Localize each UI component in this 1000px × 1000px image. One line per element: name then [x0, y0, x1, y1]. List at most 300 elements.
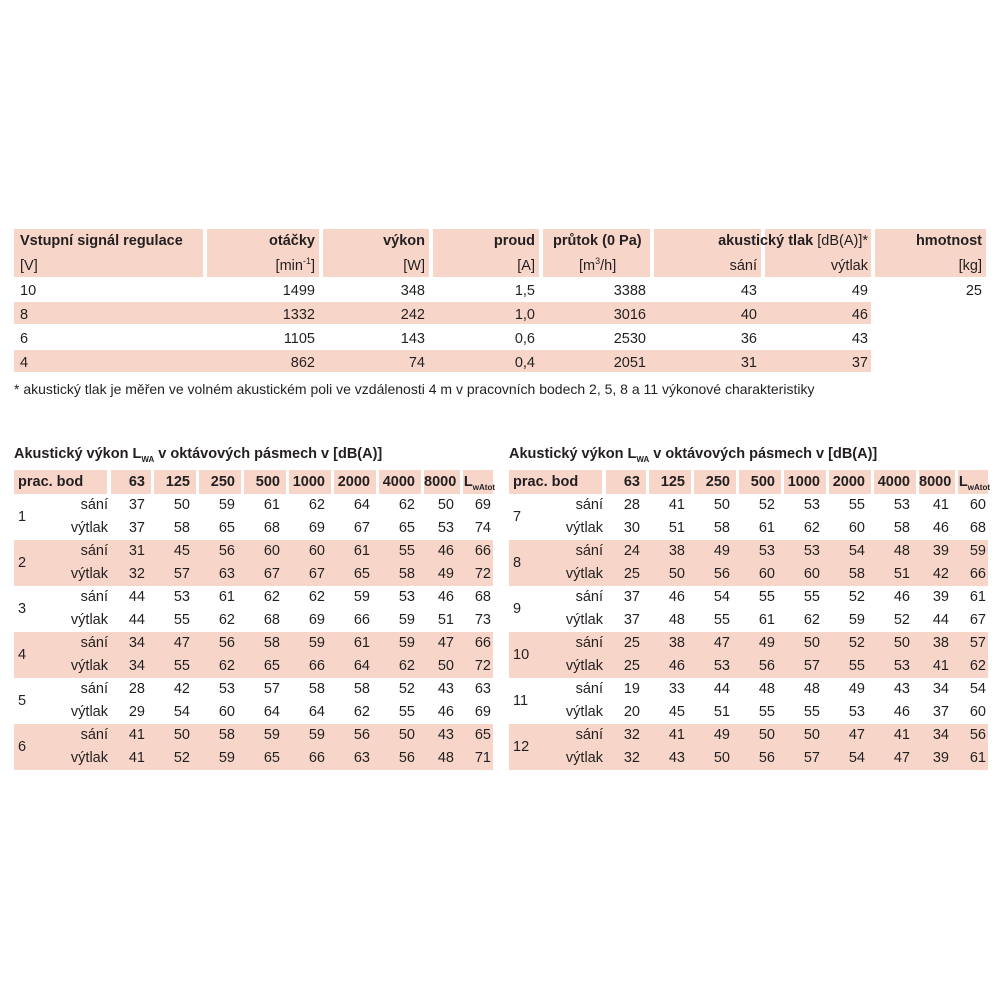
t2-right-discharge-label: výtlak [565, 566, 603, 582]
t2-left-suction-value: 46 [437, 589, 454, 605]
t2-left-discharge-value: 63 [353, 750, 370, 766]
t1-suction-cell: 31 [740, 355, 757, 371]
t2-right-discharge-value: 55 [803, 704, 820, 720]
t2-right-suction-value: 49 [713, 543, 730, 559]
t2-left-discharge-value: 55 [173, 612, 190, 628]
t2-right-discharge-label: výtlak [565, 704, 603, 720]
t2-right-suction-value: 43 [893, 681, 910, 697]
t1-unit-flow-base: [m [579, 258, 596, 274]
t1-unit-power: [W] [403, 258, 425, 274]
t1-unit-discharge: výtlak [830, 258, 868, 274]
t2-right-discharge-value: 46 [893, 704, 910, 720]
t2-right-suction-value: 57 [969, 635, 986, 651]
t2-left-discharge-value: 65 [353, 566, 370, 582]
t2-left-suction-value: 66 [474, 635, 491, 651]
t2-right-discharge-value: 61 [969, 750, 986, 766]
t2-right-header-total-sub: wAtot [967, 482, 990, 492]
t2-right-suction-value: 55 [803, 589, 820, 605]
t2-right-discharge-value: 55 [758, 704, 775, 720]
t2-left-suction-value: 42 [173, 681, 190, 697]
t2-left-suction-label: sání [80, 589, 108, 605]
t2-right-discharge-label: výtlak [565, 750, 603, 766]
t2-right-header-band-250: 250 [705, 474, 730, 490]
t1-unit-rpm-exp: -1 [302, 256, 311, 267]
t2-right-suction-value: 34 [932, 681, 949, 697]
t2-right-header-band-500: 500 [750, 474, 775, 490]
t2-left-suction-value: 59 [398, 635, 415, 651]
t2-left-discharge-value: 54 [173, 704, 190, 720]
t2-left-discharge-value: 69 [308, 612, 325, 628]
t2-right-suction-value: 53 [803, 497, 820, 513]
t2-right-discharge-value: 68 [969, 520, 986, 536]
t2-left-suction-value: 56 [218, 635, 235, 651]
t2-left-header-total-sub: wAtot [472, 482, 495, 492]
t2-right-suction-value: 53 [893, 497, 910, 513]
t2-left-suction-value: 53 [173, 589, 190, 605]
t2-right-header-total-l: L [958, 474, 968, 490]
t2-right-suction-value: 52 [848, 635, 865, 651]
t2-right-suction-value: 49 [848, 681, 865, 697]
t1-header-noise-label: akustický tlak [718, 233, 814, 249]
t2-right-discharge-value: 59 [848, 612, 865, 628]
t2-right-suction-value: 50 [893, 635, 910, 651]
t2-left-discharge-value: 73 [474, 612, 491, 628]
t1-power-cell: 143 [400, 331, 425, 347]
t2-right-suction-value: 38 [668, 635, 685, 651]
t2-left-suction-value: 52 [398, 681, 415, 697]
t1-header-signal: Vstupní signál regulace [20, 233, 183, 249]
t2-left-suction-value: 59 [353, 589, 370, 605]
t2-left-suction-value: 41 [128, 727, 145, 743]
t2-left-point-label: 3 [18, 601, 27, 617]
t2-title-right [509, 444, 877, 464]
t2-left-suction-value: 63 [474, 681, 491, 697]
t1-unit-weight: [kg] [958, 258, 982, 274]
t2-right-discharge-value: 58 [713, 520, 730, 536]
t2-left-discharge-value: 66 [353, 612, 370, 628]
t2-right-suction-value: 59 [969, 543, 986, 559]
t1-power-cell: 74 [408, 355, 425, 371]
t2-right-suction-value: 53 [803, 543, 820, 559]
t2-title-left-post: v oktávových pásmech v [dB(A)] [154, 446, 383, 462]
t2-right-point-label: 7 [513, 509, 522, 525]
t2-left-suction-value: 61 [353, 543, 370, 559]
t2-left-discharge-value: 74 [474, 520, 491, 536]
t2-right-suction-value: 49 [713, 727, 730, 743]
t2-left-discharge-value: 66 [308, 750, 325, 766]
t1-unit-rpm-base: [min [275, 258, 303, 274]
t2-right-suction-value: 38 [932, 635, 949, 651]
t2-right-point-label: 11 [513, 693, 529, 709]
t1-unit-signal: [V] [20, 258, 38, 274]
t2-left-suction-value: 62 [398, 497, 415, 513]
t1-power-cell: 242 [400, 307, 425, 323]
t1-header-weight: hmotnost [915, 233, 982, 249]
t2-left-suction-value: 68 [474, 589, 491, 605]
t2-right-header-band-8000: 8000 [919, 474, 952, 490]
t2-left-suction-value: 69 [474, 497, 491, 513]
t2-right-discharge-value: 52 [893, 612, 910, 628]
t2-right-suction-value: 25 [623, 635, 640, 651]
t2-left-suction-value: 59 [308, 727, 325, 743]
t2-left-suction-value: 59 [308, 635, 325, 651]
t2-right-discharge-value: 45 [668, 704, 685, 720]
t2-left-discharge-value: 65 [218, 520, 235, 536]
t2-left-discharge-value: 55 [398, 704, 415, 720]
t2-left-suction-value: 60 [308, 543, 325, 559]
t2-right-suction-value: 41 [932, 497, 949, 513]
t2-left-point-label: 6 [18, 739, 27, 755]
t1-discharge-cell: 46 [851, 307, 868, 323]
t2-right-discharge-value: 60 [758, 566, 775, 582]
t2-right-suction-value: 52 [848, 589, 865, 605]
t2-left-discharge-value: 62 [353, 704, 370, 720]
t2-right-suction-value: 38 [668, 543, 685, 559]
t2-right-suction-value: 49 [758, 635, 775, 651]
t1-signal-cell: 4 [20, 355, 29, 371]
t2-right-discharge-value: 56 [713, 566, 730, 582]
t2-left-suction-value: 56 [218, 543, 235, 559]
t2-left-discharge-value: 72 [474, 566, 491, 582]
t2-left-suction-value: 56 [353, 727, 370, 743]
t2-right-header-band-125: 125 [660, 474, 685, 490]
t1-current-cell: 1,0 [514, 307, 535, 323]
t2-left-header-band-2000: 2000 [337, 474, 370, 490]
t2-left-suction-value: 50 [398, 727, 415, 743]
t1-unit-suction: sání [729, 258, 757, 274]
t2-left-suction-label: sání [80, 681, 108, 697]
t2-right-discharge-value: 20 [623, 704, 640, 720]
t2-left-discharge-label: výtlak [70, 750, 108, 766]
t2-left-header-band-250: 250 [210, 474, 235, 490]
t2-title-left-sub: WA [141, 454, 155, 464]
t2-left-suction-value: 28 [128, 681, 145, 697]
t2-right-header-band-4000: 4000 [877, 474, 910, 490]
t2-right-discharge-value: 56 [758, 750, 775, 766]
t2-right-discharge-value: 55 [713, 612, 730, 628]
t2-right-suction-value: 46 [893, 589, 910, 605]
t2-right-discharge-value: 30 [623, 520, 640, 536]
t2-left-suction-value: 50 [437, 497, 454, 513]
t2-right-suction-value: 33 [668, 681, 685, 697]
t2-right-discharge-value: 48 [668, 612, 685, 628]
t2-left-discharge-value: 57 [173, 566, 190, 582]
t2-left-discharge-value: 53 [437, 520, 454, 536]
t2-right-discharge-value: 67 [969, 612, 986, 628]
t2-right-suction-value: 53 [758, 543, 775, 559]
t1-flow-cell: 3016 [613, 307, 646, 323]
t2-left-discharge-value: 37 [128, 520, 145, 536]
t1-unit-flow [579, 255, 616, 277]
t2-right-discharge-label: výtlak [565, 612, 603, 628]
t2-left-suction-value: 45 [173, 543, 190, 559]
t2-right-header-band-1000: 1000 [787, 474, 820, 490]
t2-right-suction-label: sání [575, 727, 603, 743]
t2-left-suction-value: 47 [173, 635, 190, 651]
t2-right-suction-value: 19 [623, 681, 640, 697]
t1-header-flow: průtok (0 Pa) [553, 233, 642, 249]
t2-left-header-point: prac. bod [18, 474, 84, 490]
t2-left-suction-value: 58 [353, 681, 370, 697]
t2-left-suction-value: 58 [263, 635, 280, 651]
t2-left-header-band-8000: 8000 [424, 474, 457, 490]
t2-right-discharge-value: 44 [932, 612, 949, 628]
t2-left-discharge-value: 50 [437, 658, 454, 674]
t2-right-point-label: 12 [513, 739, 530, 755]
t2-right-discharge-value: 58 [893, 520, 910, 536]
t1-suction-cell: 43 [740, 283, 757, 299]
t2-left-suction-value: 62 [308, 497, 325, 513]
t2-right-suction-value: 54 [969, 681, 986, 697]
t2-left-suction-value: 47 [437, 635, 454, 651]
t2-right-discharge-value: 62 [969, 658, 986, 674]
t2-left-suction-value: 34 [128, 635, 145, 651]
t2-left-discharge-value: 68 [263, 520, 280, 536]
t2-left-suction-value: 62 [308, 589, 325, 605]
t2-right-discharge-value: 56 [758, 658, 775, 674]
t1-current-cell: 0,4 [514, 355, 535, 371]
t2-left-discharge-value: 52 [173, 750, 190, 766]
t2-right-suction-value: 54 [713, 589, 730, 605]
t1-rpm-cell: 862 [290, 355, 315, 371]
t2-right-suction-value: 41 [668, 497, 685, 513]
t2-left-discharge-label: výtlak [70, 612, 108, 628]
t2-right-suction-value: 54 [848, 543, 865, 559]
t2-right-suction-value: 41 [893, 727, 910, 743]
t2-right-discharge-value: 57 [803, 658, 820, 674]
t1-suction-cell: 40 [740, 307, 757, 323]
t1-current-cell: 1,5 [514, 283, 535, 299]
t2-left-suction-value: 43 [437, 727, 454, 743]
t2-right-point-label: 9 [513, 601, 522, 617]
t2-right-discharge-value: 25 [623, 566, 640, 582]
t2-left-discharge-value: 67 [263, 566, 280, 582]
t2-left-suction-value: 50 [173, 497, 190, 513]
t2-right-discharge-label: výtlak [565, 520, 603, 536]
t2-left-discharge-value: 65 [263, 658, 280, 674]
t2-title-left-pre: Akustický výkon L [14, 446, 142, 462]
t2-right-discharge-value: 37 [623, 612, 640, 628]
t2-right-discharge-value: 51 [713, 704, 730, 720]
t2-right-suction-value: 39 [932, 543, 949, 559]
t2-right-header-band-63: 63 [623, 474, 640, 490]
t2-right-discharge-value: 50 [713, 750, 730, 766]
t2-left-suction-value: 55 [398, 543, 415, 559]
t2-left-discharge-value: 58 [398, 566, 415, 582]
t2-right-suction-value: 46 [668, 589, 685, 605]
t2-right-discharge-value: 46 [668, 658, 685, 674]
t2-right-discharge-value: 57 [803, 750, 820, 766]
t2-left-suction-value: 53 [398, 589, 415, 605]
t2-left-suction-value: 59 [218, 497, 235, 513]
t2-left-discharge-value: 62 [218, 658, 235, 674]
t2-right-suction-value: 55 [758, 589, 775, 605]
t2-left-suction-value: 37 [128, 497, 145, 513]
t2-right-suction-value: 41 [668, 727, 685, 743]
t1-rpm-cell: 1499 [282, 283, 315, 299]
t2-left-discharge-value: 58 [173, 520, 190, 536]
t1-flow-cell: 2530 [613, 331, 646, 347]
t2-left-suction-value: 61 [263, 497, 280, 513]
t2-right-discharge-value: 53 [893, 658, 910, 674]
t1-flow-cell: 2051 [613, 355, 646, 371]
t2-right-discharge-value: 43 [668, 750, 685, 766]
t2-right-discharge-value: 60 [803, 566, 820, 582]
t2-right-discharge-value: 61 [758, 612, 775, 628]
t2-right-discharge-value: 51 [893, 566, 910, 582]
t2-left-discharge-value: 72 [474, 658, 491, 674]
t1-suction-cell: 36 [740, 331, 757, 347]
t2-right-suction-label: sání [575, 589, 603, 605]
t1-weight-value: 25 [965, 283, 982, 299]
t2-left-suction-label: sání [80, 635, 108, 651]
t2-left-suction-label: sání [80, 543, 108, 559]
t2-right-discharge-value: 50 [668, 566, 685, 582]
t1-header-power: výkon [383, 233, 425, 249]
t1-current-cell: 0,6 [514, 331, 535, 347]
t2-right-suction-value: 52 [758, 497, 775, 513]
t2-right-discharge-value: 41 [932, 658, 949, 674]
t2-right-discharge-value: 39 [932, 750, 949, 766]
t2-right-discharge-value: 47 [893, 750, 910, 766]
t2-left-discharge-label: výtlak [70, 658, 108, 674]
t1-unit-current: [A] [517, 258, 535, 274]
t2-right-point-label: 8 [513, 555, 522, 571]
t1-header-rpm: otáčky [269, 233, 315, 249]
t2-left-header-total-l: L [463, 474, 473, 490]
t2-right-discharge-value: 61 [758, 520, 775, 536]
t1-unit-flow-exp: 3 [595, 256, 601, 267]
t1-unit-flow-end: /h] [600, 258, 617, 274]
t2-right-suction-label: sání [575, 497, 603, 513]
t1-signal-cell: 8 [20, 307, 29, 323]
t2-left-discharge-value: 34 [128, 658, 145, 674]
t2-right-suction-value: 50 [803, 727, 820, 743]
t2-right-suction-value: 48 [803, 681, 820, 697]
t2-left-discharge-value: 71 [474, 750, 491, 766]
t2-right-suction-value: 24 [623, 543, 640, 559]
t1-unit-rpm-end: ] [310, 258, 315, 274]
t2-right-discharge-value: 53 [848, 704, 865, 720]
t2-left-discharge-label: výtlak [70, 520, 108, 536]
t2-left-discharge-label: výtlak [70, 704, 108, 720]
t2-left-point-label: 1 [18, 509, 27, 525]
t2-left-discharge-value: 63 [218, 566, 235, 582]
t2-right-discharge-value: 46 [932, 520, 949, 536]
t2-right-suction-value: 48 [893, 543, 910, 559]
t2-right-header-point: prac. bod [513, 474, 579, 490]
t2-left-discharge-value: 56 [398, 750, 415, 766]
t2-left-discharge-value: 44 [128, 612, 145, 628]
t2-left-suction-value: 62 [263, 589, 280, 605]
t1-header-noise-unit: [dB(A)]* [817, 233, 868, 249]
t2-right-suction-label: sání [575, 681, 603, 697]
t2-left-discharge-value: 64 [308, 704, 325, 720]
t2-left-suction-value: 50 [173, 727, 190, 743]
t2-left-discharge-value: 69 [308, 520, 325, 536]
t2-right-discharge-value: 25 [623, 658, 640, 674]
t2-right-suction-value: 32 [623, 727, 640, 743]
t2-right-suction-label: sání [575, 635, 603, 651]
t2-right-discharge-value: 37 [932, 704, 949, 720]
t2-right-discharge-value: 42 [932, 566, 949, 582]
t2-right-discharge-value: 62 [803, 520, 820, 536]
t1-flow-cell: 3388 [613, 283, 646, 299]
t2-right-discharge-value: 51 [668, 520, 685, 536]
t2-right-suction-value: 56 [969, 727, 986, 743]
t2-left-suction-value: 58 [308, 681, 325, 697]
t2-right-discharge-value: 32 [623, 750, 640, 766]
t2-title-right-post: v oktávových pásmech v [dB(A)] [649, 446, 878, 462]
t2-right-discharge-value: 58 [848, 566, 865, 582]
t2-right-discharge-value: 60 [848, 520, 865, 536]
t2-left-point-label: 5 [18, 693, 27, 709]
t1-discharge-cell: 37 [851, 355, 868, 371]
t2-right-suction-value: 34 [932, 727, 949, 743]
t2-left-discharge-value: 68 [263, 612, 280, 628]
t2-title-right-sub: WA [636, 454, 650, 464]
footnote: * akustický tlak je měřen ve volném akustickém poli ve vzdálenosti 4 m v pracovních bodech 2, 5, 8 a 11 výkonové charakteristiky [14, 381, 815, 397]
t2-left-discharge-value: 64 [263, 704, 280, 720]
t2-left-discharge-value: 67 [353, 520, 370, 536]
t2-right-suction-value: 50 [758, 727, 775, 743]
t2-title-left [14, 444, 382, 464]
t2-right-discharge-value: 62 [803, 612, 820, 628]
t2-left-discharge-value: 46 [437, 704, 454, 720]
t2-left-discharge-value: 60 [218, 704, 235, 720]
t2-right-discharge-value: 54 [848, 750, 865, 766]
t2-left-discharge-label: výtlak [70, 566, 108, 582]
t2-right-header-band-2000: 2000 [832, 474, 865, 490]
t2-left-discharge-value: 65 [398, 520, 415, 536]
t2-left-discharge-value: 48 [437, 750, 454, 766]
t2-right-discharge-value: 60 [969, 704, 986, 720]
t2-left-discharge-value: 67 [308, 566, 325, 582]
t1-header-current: proud [493, 233, 535, 249]
t2-left-header-band-63: 63 [128, 474, 145, 490]
t2-left-discharge-value: 32 [128, 566, 145, 582]
t2-left-discharge-value: 49 [437, 566, 454, 582]
t1-signal-cell: 10 [20, 283, 37, 299]
t2-right-suction-value: 48 [758, 681, 775, 697]
t2-left-header-band-1000: 1000 [292, 474, 325, 490]
t1-signal-cell: 6 [20, 331, 29, 347]
t2-left-header-total [463, 471, 495, 493]
t2-left-discharge-value: 59 [398, 612, 415, 628]
t2-right-header-total [958, 471, 990, 493]
t2-left-suction-value: 44 [128, 589, 145, 605]
t1-discharge-cell: 43 [851, 331, 868, 347]
t2-left-point-label: 2 [18, 555, 27, 571]
t2-title-right-pre: Akustický výkon L [509, 446, 637, 462]
t2-left-suction-value: 61 [218, 589, 235, 605]
t2-left-suction-label: sání [80, 727, 108, 743]
t2-right-suction-value: 50 [803, 635, 820, 651]
t2-right-point-label: 10 [513, 647, 530, 663]
t2-right-suction-value: 39 [932, 589, 949, 605]
t2-right-suction-value: 60 [969, 497, 986, 513]
t2-left-discharge-value: 65 [263, 750, 280, 766]
t2-left-suction-value: 66 [474, 543, 491, 559]
t2-left-discharge-value: 69 [474, 704, 491, 720]
t2-left-suction-value: 64 [353, 497, 370, 513]
t2-left-discharge-value: 41 [128, 750, 145, 766]
t1-discharge-cell: 49 [851, 283, 868, 299]
t2-left-discharge-value: 64 [353, 658, 370, 674]
t1-power-cell: 348 [400, 283, 425, 299]
t2-left-suction-value: 59 [263, 727, 280, 743]
t2-left-suction-value: 57 [263, 681, 280, 697]
